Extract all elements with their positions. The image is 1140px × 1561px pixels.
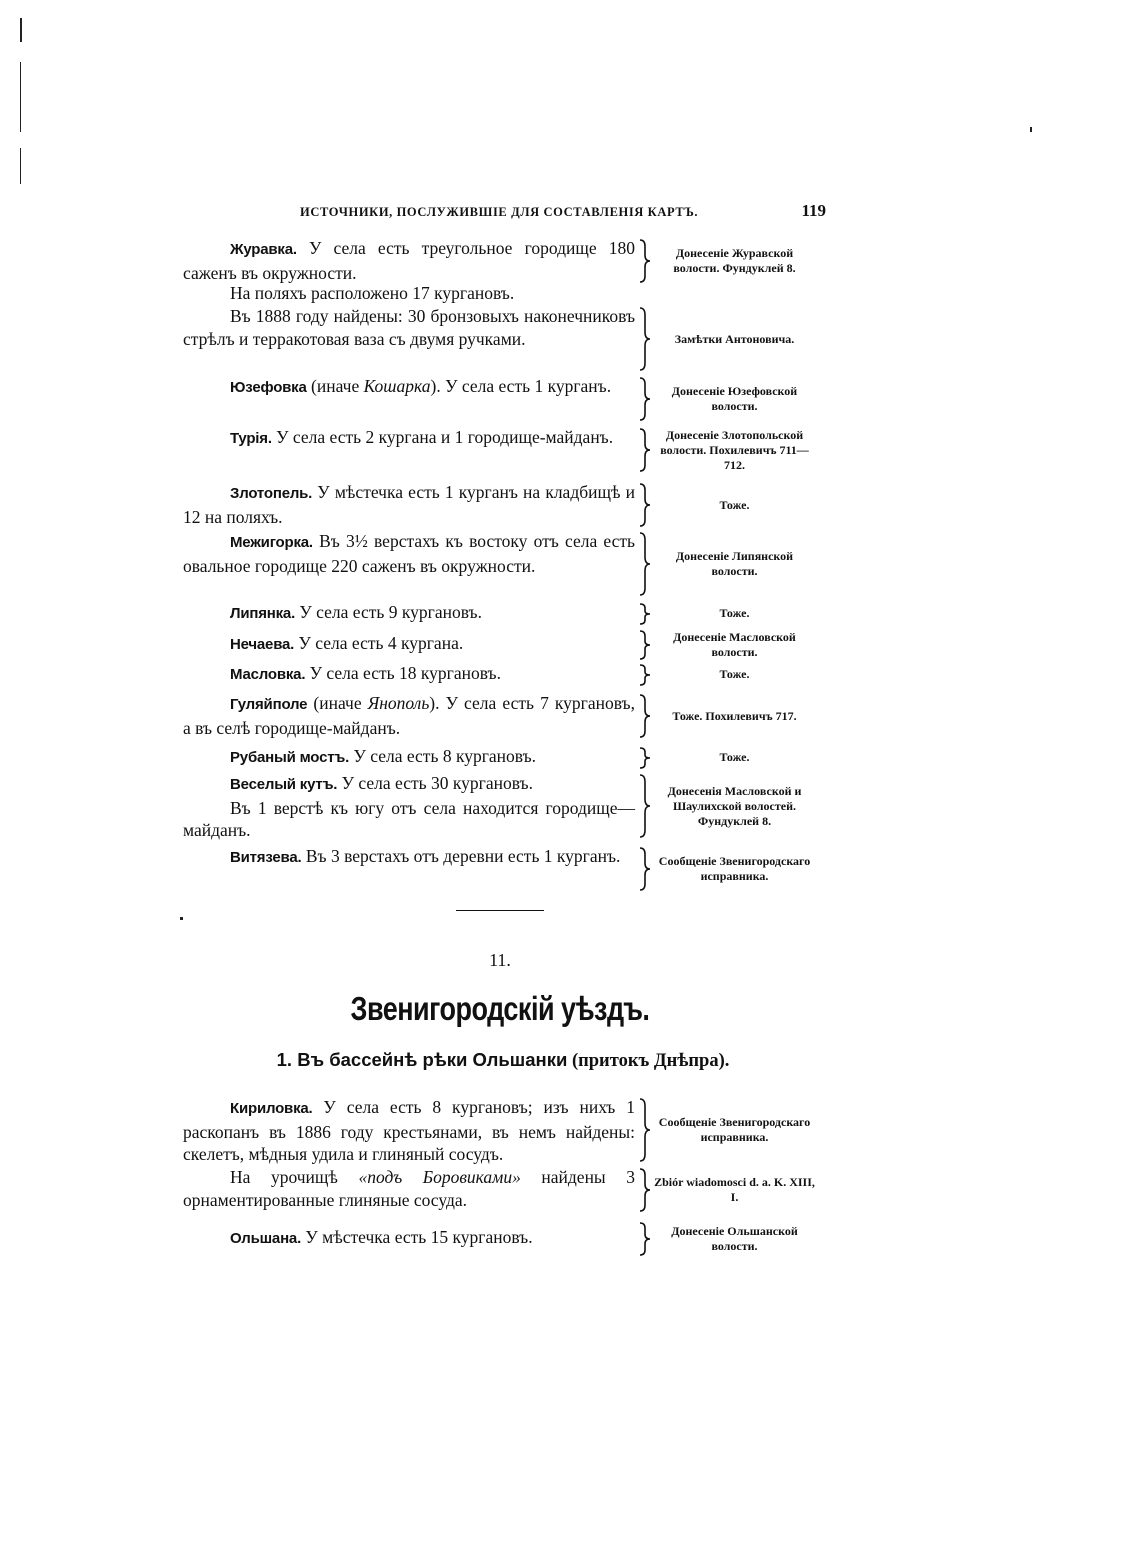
scan-edge-mark <box>20 148 21 184</box>
place-name: Нечаева. <box>230 636 295 653</box>
scan-edge-mark <box>20 62 21 132</box>
entry-text-2: Въ 1 верстѣ къ югу отъ села находится городище—майданъ. <box>183 797 635 840</box>
source-note: Донесенія Масловской и Шаулихской волостей. Фундуклей 8. <box>667 783 802 828</box>
entry-borovikami: На урочищѣ «подъ Боровиками» найдены 3 орнаментированные глиняные сосуда. Zbiór wiadomosci d. a. K. XIII, I. <box>183 1166 816 1214</box>
entry-text: У села есть 4 кургана. <box>294 633 464 653</box>
entry-olshana <box>183 1222 816 1258</box>
source-note: Тоже. <box>719 605 750 620</box>
brace-icon <box>638 774 652 838</box>
scan-edge-mark <box>20 18 22 42</box>
entry-text: У села есть 8 кургановъ; изъ нихъ 1 раскопанъ въ 1886 году крестьянами, въ немъ найдены: скелетъ, мѣдныя удила и глиняный сосудъ. <box>183 1097 635 1164</box>
brace-icon <box>638 747 652 769</box>
source-note: Сообщеніе Звенигородскаго исправника. <box>658 1115 811 1144</box>
brace-icon <box>638 428 652 472</box>
source-note: Донесеніе Юзефовской волости. <box>671 384 798 413</box>
entry-text: У села есть 30 кургановъ. <box>337 773 533 793</box>
section-title: Звенигородскій уѣздъ. <box>350 990 650 1028</box>
running-title: ИСТОЧНИКИ, ПОСЛУЖИВШІЕ ДЛЯ СОСТАВЛЕНІЯ КАРТЪ. <box>300 205 699 219</box>
entry-lipyanka <box>183 601 816 625</box>
alt-name: Кошарка <box>363 376 431 396</box>
place-name: Межигорка. <box>230 534 313 551</box>
entry-text: У села есть 9 кургановъ. <box>295 602 482 622</box>
brace-icon <box>638 1168 652 1212</box>
entry-mezhigorka <box>183 530 816 598</box>
place-name: Витязева. <box>230 849 302 866</box>
source-note: Донесеніе Ольшанской волости. <box>671 1224 798 1253</box>
source-note: Донесеніе Злотопольской волости. Похилевичъ 711—712. <box>660 427 809 472</box>
place-name: Кириловка. <box>230 1100 313 1117</box>
place-name: Журавка. <box>230 241 297 258</box>
entry-text: ). У села есть 1 курганъ. <box>430 376 612 396</box>
source-note: Тоже. <box>719 497 750 512</box>
source-note: Донесеніе Масловской волости. <box>673 630 796 659</box>
entry-rubany-most <box>183 745 816 769</box>
source-note: Сообщеніе Звенигородскаго исправника. <box>658 854 811 883</box>
brace-icon <box>638 307 652 371</box>
source-note: Тоже. <box>719 666 750 681</box>
entry-text: У села есть 18 кургановъ. <box>305 663 501 683</box>
entry-nechaeva <box>183 630 816 660</box>
tract-name: «подъ Боровиками» <box>358 1167 521 1187</box>
place-name: Ольшана. <box>230 1230 302 1247</box>
section-number: 11. <box>489 950 511 970</box>
entry-text: У села есть 8 кургановъ. <box>349 746 537 766</box>
entry-text: ). У села есть 7 кургановъ, а въ селѣ городище-майданъ. <box>183 693 635 738</box>
brace-icon <box>638 847 652 891</box>
source-note: Донесеніе Журавской волости. Фундуклей 8. <box>673 246 796 275</box>
source-note: Zbiór wiadomosci d. a. K. XIII, I. <box>654 1175 815 1204</box>
place-name: Турія. <box>230 430 272 447</box>
entry-zhuravka-kurgans <box>183 282 816 306</box>
place-name: Масловка. <box>230 666 306 683</box>
entry-text: Въ 1888 году найдены: 30 бронзовыхъ наконечниковъ стрѣлъ и терракотовая ваза съ двумя ручками. <box>183 306 635 349</box>
entry-text: У мѣстечка есть 15 кургановъ. <box>301 1227 533 1247</box>
source-note: Замѣтки Антоновича. <box>674 331 795 346</box>
brace-icon <box>638 239 652 283</box>
entry-vityazeva <box>183 845 816 893</box>
place-name: Липянка. <box>230 605 296 622</box>
entry-maslovka <box>183 662 816 686</box>
page-number: 119 <box>801 201 826 220</box>
entry-zlotopel <box>183 481 816 529</box>
entry-text: У мѣстечка есть 1 курганъ на кладбищѣ и 12 на поляхъ. <box>183 482 635 527</box>
place-name: Веселый кутъ. <box>230 776 338 793</box>
place-name: Злотопель. <box>230 485 313 502</box>
brace-icon <box>638 603 652 625</box>
entry-text: На поляхъ расположено 17 кургановъ. <box>230 283 515 303</box>
place-name: Гуляйполе <box>230 696 308 713</box>
subsection-title: 1. Въ бассейнѣ рѣки Ольшанки (притокъ Днѣпра). <box>276 1049 730 1071</box>
place-name: Рубаный мостъ. <box>230 749 350 766</box>
source-note: Тоже. <box>719 749 750 764</box>
section-divider <box>456 910 544 911</box>
scan-speck <box>1030 127 1032 132</box>
place-name: Юзефовка <box>230 379 307 396</box>
entry-vesely-kut <box>183 772 816 840</box>
brace-icon <box>638 377 652 421</box>
entry-text: Въ 3½ верстахъ къ востоку отъ села есть овальное городище 220 саженъ въ окружности. <box>183 531 635 576</box>
alt-name: Янополь <box>367 693 430 713</box>
scan-speck <box>180 917 183 920</box>
brace-icon <box>638 1098 652 1162</box>
entry-yuzefovka: Юзефовка (иначе Кошарка). У села есть 1 курганъ. Донесеніе Юзефовской волости. <box>183 375 816 423</box>
entry-gulyaipole: Гуляйполе (иначе Янополь). У села есть 7 кургановъ, а въ селѣ городище-майданъ. Тоже. Похилевичъ 717. <box>183 692 816 740</box>
brace-icon <box>638 630 652 660</box>
entry-turiya <box>183 426 816 474</box>
entry-text: Въ 3 верстахъ отъ деревни есть 1 курганъ. <box>301 846 621 866</box>
brace-icon <box>638 483 652 527</box>
brace-icon <box>638 664 652 686</box>
entry-zhuravka <box>183 237 816 285</box>
brace-icon <box>638 1222 652 1256</box>
brace-icon <box>638 532 652 596</box>
source-note: Донесеніе Липянской волости. <box>675 549 794 578</box>
brace-icon <box>638 694 652 738</box>
entry-kirilovka <box>183 1096 816 1164</box>
source-note: Тоже. Похилевичъ 717. <box>672 708 797 723</box>
entry-text: найдены 3 орнаментированные глиняные сосуда. <box>183 1167 635 1210</box>
entry-text: У села есть треугольное городище 180 саженъ въ окружности. <box>183 238 635 283</box>
entry-zhuravka-finds <box>183 305 816 373</box>
entry-text: У села есть 2 кургана и 1 городище-майданъ. <box>271 427 614 447</box>
